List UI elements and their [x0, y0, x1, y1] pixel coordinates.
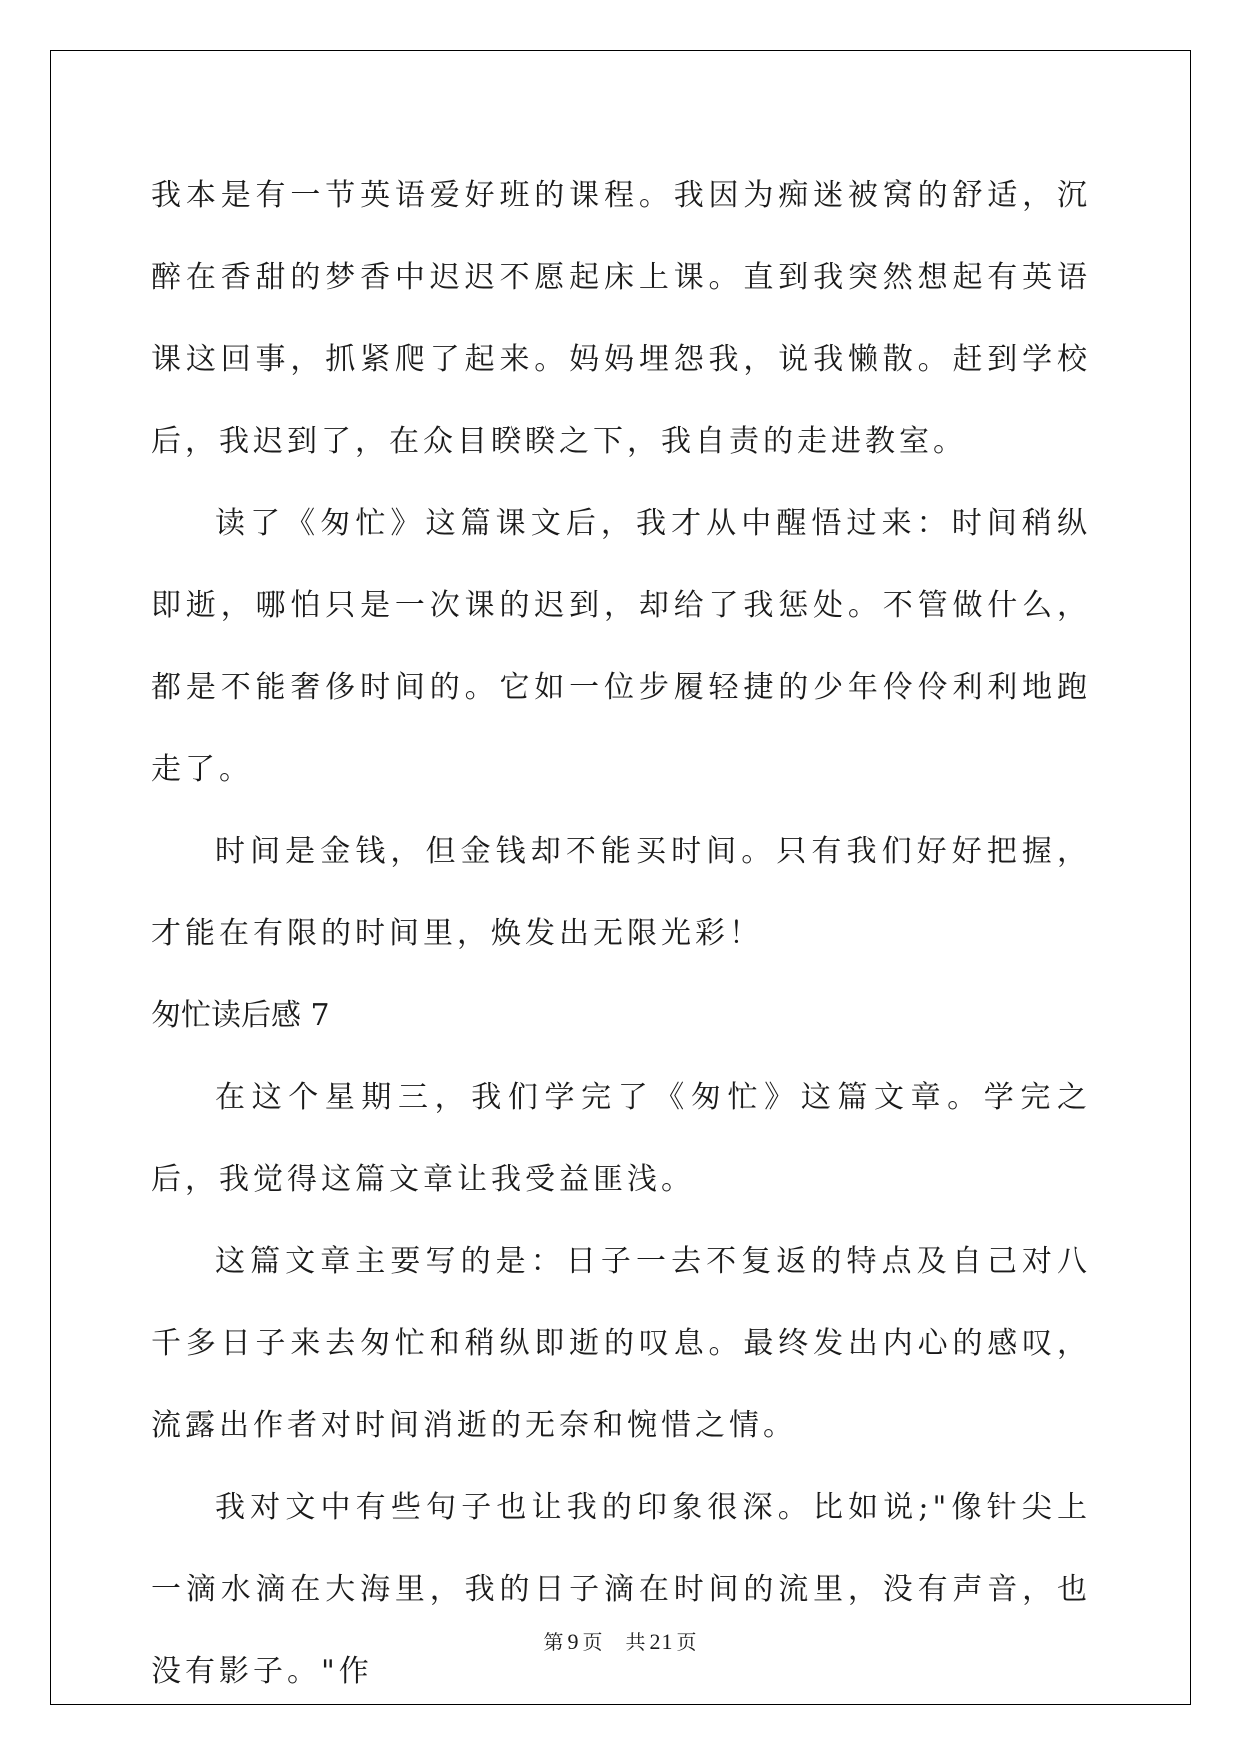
paragraph: 读了《匆忙》这篇课文后，我才从中醒悟过来：时间稍纵即逝，哪怕只是一次课的迟到，却给了我惩处。不管做什么，都是不能奢侈时间的。它如一位步履轻捷的少年伶伶利利地跑走了。	[151, 506, 1091, 787]
paragraph: 我本是有一节英语爱好班的课程。我因为痴迷被窝的舒适，沉醉在香甜的梦香中迟迟不愿起床上课。直到我突然想起有英语课这回事，抓紧爬了起来。妈妈埋怨我，说我懒散。赶到学校后，我迟到了，在众目睽睽之下，我自责的走进教室。	[151, 178, 1091, 459]
total-prefix: 共	[625, 1630, 647, 1654]
page-suffix: 页	[582, 1630, 604, 1654]
section-heading: 匆忙读后感 7	[151, 998, 330, 1033]
total-pages: 21	[649, 1629, 674, 1654]
page-footer	[0, 1626, 1241, 1655]
document-body	[151, 155, 1091, 1713]
paragraph: 我对文中有些句子也让我的印象很深。比如说;"像针尖上一滴水滴在大海里，我的日子滴在时间的流里，没有声音，也没有影子。"作	[151, 1490, 1091, 1689]
page-prefix: 第	[543, 1630, 565, 1654]
paragraph: 时间是金钱，但金钱却不能买时间。只有我们好好把握，才能在有限的时间里，焕发出无限光彩！	[151, 834, 1091, 951]
page-number: 9	[567, 1629, 580, 1654]
total-suffix: 页	[676, 1630, 698, 1654]
paragraph: 在这个星期三，我们学完了《匆忙》这篇文章。学完之后，我觉得这篇文章让我受益匪浅。	[151, 1080, 1091, 1197]
paragraph: 这篇文章主要写的是：日子一去不复返的特点及自己对八千多日子来去匆忙和稍纵即逝的叹息。最终发出内心的感叹，流露出作者对时间消逝的无奈和惋惜之情。	[151, 1244, 1091, 1443]
